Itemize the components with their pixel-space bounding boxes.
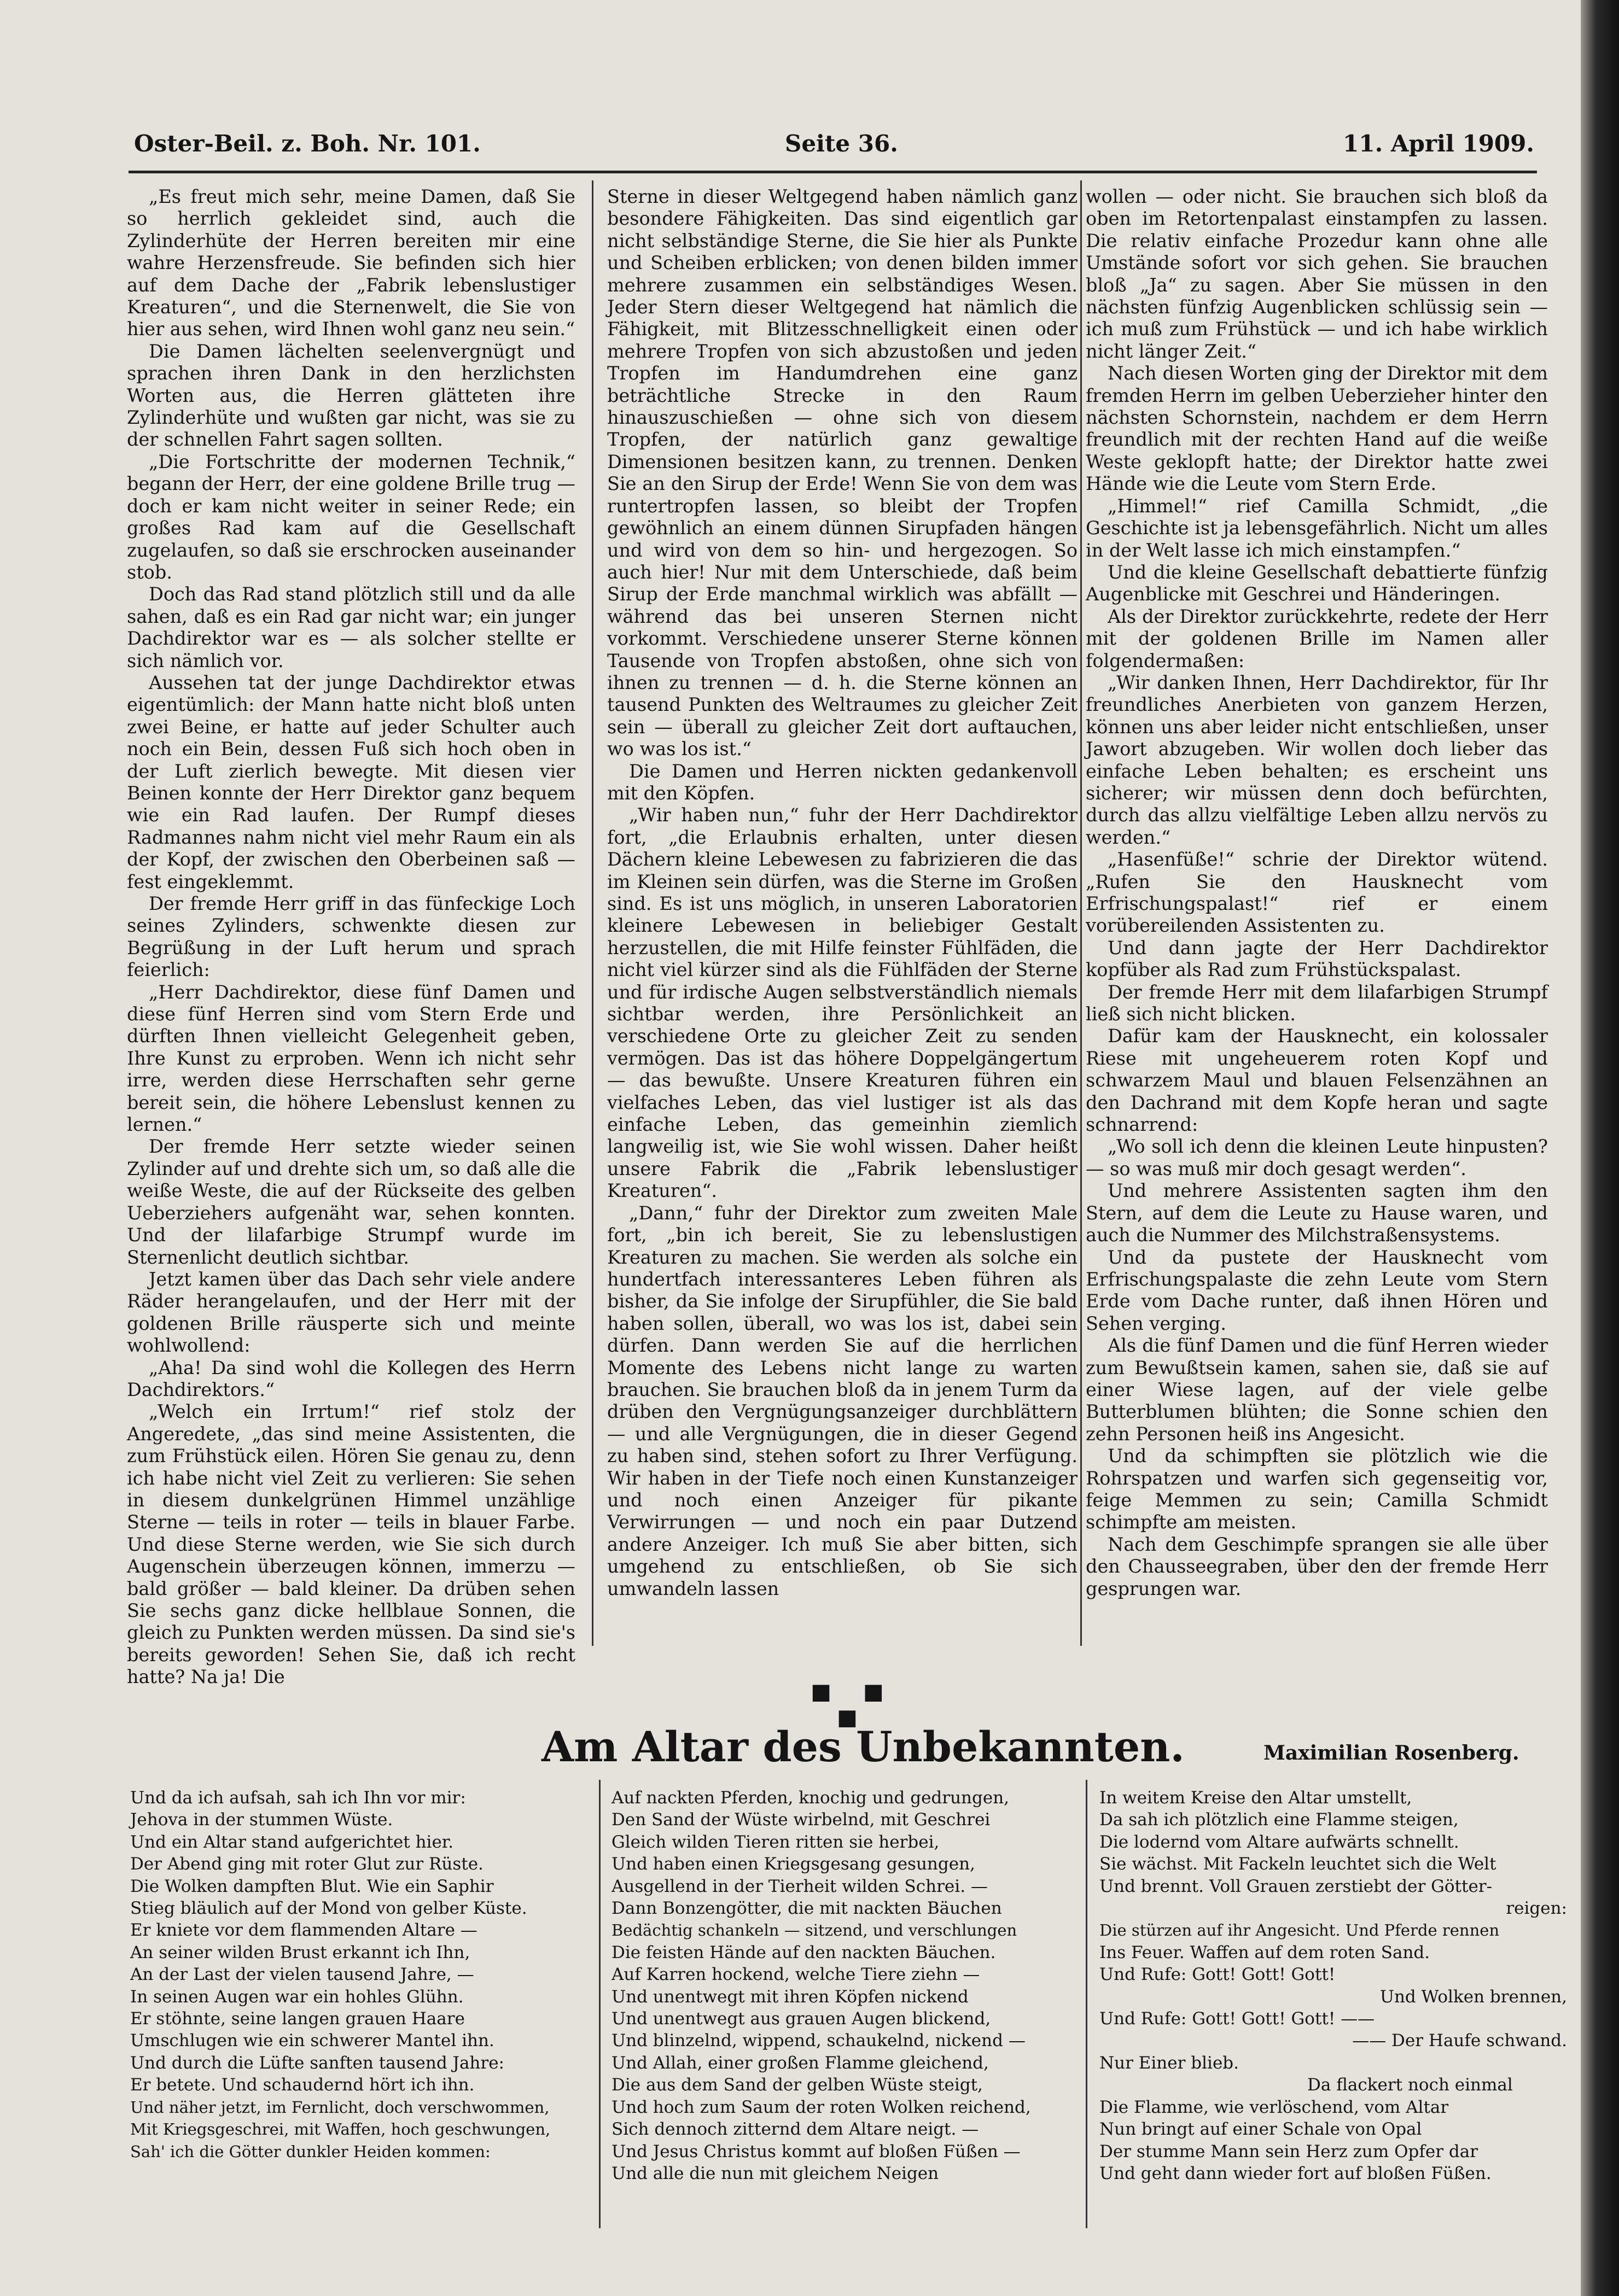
poem-line: Umschlugen wie ein schwerer Mantel ihn.	[130, 2031, 494, 2051]
poem-line: Und geht dann wieder fort auf bloßen Füßen.	[1099, 2163, 1492, 2183]
poem-line: Er kniete vor dem flammenden Altare —	[130, 1920, 477, 1941]
poem-line: Und unentwegt aus grauen Augen blickend,	[612, 2009, 991, 2029]
poem-line: Die Wolken dampften Blut. Wie ein Saphir	[130, 1876, 494, 1896]
paragraph: „Herr Dachdirektor, diese fünf Damen und diese fünf Herren sind vom Stern Erde und dürften Ihnen vielleicht Gelegenheit geben, Ihre Kunst zu erproben. Wenn ich nicht sehr irre, werden diese Herrschaften sehr gerne bereit sein, die höhere Lebenslust kennen zu lernen.“	[127, 981, 575, 1136]
paragraph: Aussehen tat der junge Dachdirektor etwas eigentümlich: der Mann hatte nicht bloß unten zwei Beine, er hatte auf jeder Schulter auch noch ein Bein, dessen Fuß sich hoch oben in der Luft zierlich bewegte. Mit diesen vier Beinen konnte der Herr Direktor ganz bequem wie ein Rad laufen. Der Rumpf dieses Radmannes nahm nicht viel mehr Raum ein als der Kopf, der zwischen den Oberbeinen saß — fest eingeklemmt.	[127, 671, 575, 892]
column-divider	[599, 1780, 601, 2228]
poem-line: Und Rufe: Gott! Gott! Gott!	[1099, 1965, 1336, 1985]
paragraph: „Dann,“ fuhr der Direktor zum zweiten Male fort, „bin ich bereit, Sie zu lebenslustigen Kreaturen zu machen. Sie werden als solche ein hundertfach interessanteres Leben führen als bisher, da Sie infolge der Sirupfühler, die Sie bald haben sollen, überall, wo was los ist, dabei sein dürfen. Dann werden Sie auf die herrlichen Momente des Lebens nicht lange zu warten brauchen. Sie brauchen bloß da in jenem Turm da drüben den Vergnügungsanzeiger durchblättern — und alle Vergnügungen, die in dieser Gegend zu haben sind, stehen sofort zu Ihrer Verfügung. Wir haben in der Tiefe noch einen Kunstanzeiger und noch einen Anzeiger für pikante Verwirrungen — und noch ein paar Dutzend andere Anzeiger. Ich muß Sie aber bitten, sich umgehend zu entschließen, ob Sie sich umwandeln lassen	[607, 1202, 1078, 1599]
poem-line: Und durch die Lüfte sanften tausend Jahre:	[130, 2053, 504, 2073]
poem-line: Sah' ich die Götter dunkler Heiden kommen:	[130, 2142, 491, 2161]
paragraph: Nach diesen Worten ging der Direktor mit dem fremden Herrn im gelben Ueberzieher hinter den nächsten Schornstein, nachdem er dem Herrn freundlich mit der rechten Hand auf die weiße Weste geklopft hatte; der Direktor hatte zwei Hände wie die Leute vom Stern Erde.	[1086, 363, 1548, 495]
paragraph: „Wir haben nun,“ fuhr der Herr Dachdirektor fort, „die Erlaubnis erhalten, unter diesen Dächern kleine Lebewesen zu fabrizieren die das im Kleinen sein dürfen, was die Sterne im Großen sind. Es ist uns möglich, in unseren Laboratorien kleinere Lebewesen in beliebiger Gestalt herzustellen, die mit Hilfe feinster Fühlfäden, die nicht viel kürzer sind als die Fühlfäden der Sterne und für irdische Augen selbstverständlich niemals sichtbar werden, ihre Persönlichkeit an verschiedene Orte zu gleicher Zeit zu senden vermögen. Das ist das höhere Doppelgängertum — das bewußte. Unsere Kreaturen führen ein vielfaches Leben, das viel lustiger ist als das einfache Leben, das gemeinhin ziemlich langweilig ist, wie Sie wohl wissen. Daher heißt unsere Fabrik die „Fabrik lebenslustiger Kreaturen“.	[607, 804, 1078, 1202]
poem-line: Ausgellend in der Tierheit wilden Schrei. —	[612, 1876, 988, 1896]
story-column-3	[1086, 186, 1548, 1662]
poem-line: Auf nackten Pferden, knochig und gedrungen,	[612, 1788, 1010, 1808]
poem-line: Sie wächst. Mit Fackeln leuchtet sich die Welt	[1099, 1854, 1496, 1874]
poem-line: Bedächtig schankeln — sitzend, und verschlungen	[612, 1921, 1017, 1940]
poem-line: Und haben einen Kriegsgesang gesungen,	[612, 1854, 975, 1874]
paragraph: Als die fünf Damen und die fünf Herren wieder zum Bewußtsein kamen, sahen sie, daß sie auf einer Wiese lagen, auf der viele gelbe Butterblumen blühten; die Sonne schien den zehn Personen heiß ins Angesicht.	[1086, 1335, 1548, 1445]
paragraph: „Wir danken Ihnen, Herr Dachdirektor, für Ihr freundliches Anerbieten von ganzem Herzen, können uns aber leider nicht entschließen, unser Jawort abzugeben. Wir wollen doch lieber das einfache Leben behalten; es erscheint uns sicherer; wir müssen denn doch befürchten, durch das allzu vielfältige Leben allzu nervös zu werden.“	[1086, 671, 1548, 848]
story-column-2	[607, 186, 1078, 1662]
poem-line: Und da ich aufsah, sah ich Ihn vor mir:	[130, 1788, 466, 1808]
header-rule	[129, 171, 1537, 173]
paragraph: Jetzt kamen über das Dach sehr viele andere Räder herangelaufen, und der Herr mit der goldenen Brille räusperte sich und meinte wohlwollend:	[127, 1268, 575, 1357]
poem-line: Nur Einer blieb.	[1099, 2053, 1239, 2073]
poem-line: Nun bringt auf einer Schale von Opal	[1099, 2119, 1422, 2140]
paragraph: „Welch ein Irrtum!“ rief stolz der Angeredete, „das sind meine Assistenten, die zum Frühstück eilen. Hören Sie genau zu, denn ich habe nicht viel Zeit zu verlieren: Sie sehen in diesem dunkelgrünen Himmel unzählige Sterne — teils in roter — teils in blauer Farbe. Und diese Sterne werden, wie Sie sich durch Augenschein überzeugen können, immerzu — bald größer — bald kleiner. Da drüben sehen Sie sechs ganz dicke hellblaue Sonnen, die gleich zu Punkten werden müssen. Da sind sie's bereits geworden! Sehen Sie, daß ich recht hatte? Na ja! Die	[127, 1401, 575, 1688]
column-divider	[1080, 180, 1082, 1646]
paragraph: „Die Fortschritte der modernen Technik,“ begann der Herr, der eine goldene Brille trug — doch er kam nicht weiter in seiner Rede; ein großes Rad kam auf die Gesellschaft zugelaufen, so daß sie erschrocken auseinander stob.	[127, 451, 575, 583]
poem-line: Und hoch zum Saum der roten Wolken reichend,	[612, 2097, 1031, 2117]
story-column-1	[127, 186, 575, 1688]
poem-author: Maximilian Rosenberg.	[1263, 1742, 1519, 1765]
poem-title: Am Altar des Unbekannten.	[541, 1722, 1185, 1771]
poem-line: Die aus dem Sand der gelben Wüste steigt,	[612, 2075, 983, 2095]
page-number: Seite 36.	[785, 130, 898, 157]
scan-border	[1581, 0, 1619, 2296]
issue-date: 11. April 1909.	[1343, 130, 1534, 157]
poem-column-1	[130, 1787, 595, 2257]
poem-line: Auf Karren hockend, welche Tiere ziehn —	[612, 1965, 980, 1985]
poem-line: Den Sand der Wüste wirbelnd, mit Geschrei	[612, 1810, 991, 1830]
paragraph: Und da schimpften sie plötzlich wie die Rohrspatzen und warfen sich gegenseitig vor, feige Memmen zu sein; Camilla Schmidt schimpfte am meisten.	[1086, 1445, 1548, 1533]
poem-line: Und brennt. Voll Grauen zerstiebt der Götter-	[1099, 1876, 1493, 1896]
poem-line: An seiner wilden Brust erkannt ich Ihn,	[130, 1942, 470, 1962]
poem-column-3	[1099, 1787, 1567, 2257]
column-divider	[592, 180, 593, 1646]
column-divider	[1086, 1780, 1087, 2228]
poem-line: Der Abend ging mit roter Glut zur Rüste.	[130, 1854, 484, 1874]
page-header	[134, 130, 1534, 163]
paragraph: „Aha! Da sind wohl die Kollegen des Herrn Dachdirektors.“	[127, 1357, 575, 1400]
poem-line: Der stumme Mann sein Herz zum Opfer dar	[1099, 2141, 1478, 2161]
poem-line: Da sah ich plötzlich eine Flamme steigen,	[1099, 1810, 1459, 1830]
poem-line: Stieg bläulich auf der Mond von gelber Küste.	[130, 1898, 527, 1919]
paragraph: Die Damen und Herren nickten gedankenvoll mit den Köpfen.	[607, 760, 1078, 804]
poem-line: —— Der Haufe schwand.	[1352, 2031, 1567, 2051]
poem-line: Und unentwegt mit ihren Köpfen nickend	[612, 1987, 969, 2007]
paragraph: „Himmel!“ rief Camilla Schmidt, „die Geschichte ist ja lebensgefährlich. Nicht um alles in der Welt lasse ich mich einstampfen.“	[1086, 495, 1548, 561]
poem-line: Da flackert noch einmal	[1307, 2075, 1513, 2095]
paragraph: Die Damen lächelten seelenvergnügt und sprachen ihren Dank in den herzlichsten Worten aus, die Herren glätteten ihre Zylinderhüte und wußten gar nicht, was sie zu der schnellen Fahrt sagen sollten.	[127, 340, 575, 451]
paragraph: Und da pustete der Hausknecht vom Erfrischungspalaste die zehn Leute vom Stern Erde vom Dache runter, daß ihnen Hören und Sehen verging.	[1086, 1246, 1548, 1334]
paragraph: „Es freut mich sehr, meine Damen, daß Sie so herrlich gekleidet sind, auch die Zylinderhüte der Herren bereiten mir eine wahre Herzensfreude. Sie befinden sich hier auf dem Dache der „Fabrik lebenslustiger Kreaturen“, und die Sternenwelt, die Sie von hier aus sehen, wird Ihnen wohl ganz neu sein.“	[127, 186, 575, 340]
poem-line: Und ein Altar stand aufgerichtet hier.	[130, 1832, 454, 1852]
poem-line: Die Flamme, wie verlöschend, vom Altar	[1099, 2097, 1449, 2117]
poem-line: Und Wolken brennen,	[1379, 1987, 1567, 2007]
poem-line: Er betete. Und schaudernd hört ich ihn.	[130, 2075, 475, 2095]
poem-line: Er stöhnte, seine langen grauen Haare	[130, 2009, 465, 2029]
issue-label: Oster-Beil. z. Boh. Nr. 101.	[134, 130, 481, 157]
paragraph: Als der Direktor zurückkehrte, redete der Herr mit der goldenen Brille im Namen aller folgendermaßen:	[1086, 605, 1548, 671]
poem-line: Ins Feuer. Waffen auf dem roten Sand.	[1099, 1942, 1430, 1962]
poem-line: Sich dennoch zitternd dem Altare neigt. —	[612, 2119, 979, 2140]
paragraph: Und die kleine Gesellschaft debattierte fünfzig Augenblicke mit Geschrei und Händeringen.	[1086, 561, 1548, 605]
poem-column-2	[612, 1787, 1082, 2257]
poem-line: Dann Bonzengötter, die mit nackten Bäuchen	[612, 1898, 1002, 1919]
paragraph: Doch das Rad stand plötzlich still und da alle sahen, daß es ein Rad gar nicht war; ein junger Dachdirektor war es — als solcher stellte er sich nämlich vor.	[127, 583, 575, 671]
paragraph: Und dann jagte der Herr Dachdirektor kopfüber als Rad zum Frühstückspalast.	[1086, 937, 1548, 981]
poem-line: Und Allah, einer großen Flamme gleichend,	[612, 2053, 989, 2073]
poem-line: Und Rufe: Gott! Gott! Gott! ——	[1099, 2009, 1375, 2029]
poem-line: Gleich wilden Tieren ritten sie herbei,	[612, 1832, 940, 1852]
poem-line: Die lodernd vom Altare aufwärts schnellt.	[1099, 1832, 1459, 1852]
paragraph: „Hasenfüße!“ schrie der Direktor wütend. „Rufen Sie den Hausknecht vom Erfrischungspalast!“ rief er einem vorübereilenden Assistenten zu.	[1086, 849, 1548, 937]
poem-line: An der Last der vielen tausend Jahre, —	[130, 1965, 474, 1985]
poem-line: Die feisten Hände auf den nackten Bäuchen.	[612, 1942, 996, 1962]
poem-line: Und Jesus Christus kommt auf bloßen Füßen —	[612, 2141, 1021, 2161]
paragraph: wollen — oder nicht. Sie brauchen sich bloß da oben im Retortenpalast einstampfen zu lassen. Die relativ einfache Prozedur kann ohne alle Umstände sofort vor sich gehen. Sie brauchen bloß „Ja“ zu sagen. Aber Sie müssen in den nächsten fünfzig Augenblicken schlüssig sein — ich muß zum Frühstück — und ich habe wirklich nicht länger Zeit.“	[1086, 186, 1548, 362]
paragraph: Sterne in dieser Weltgegend haben nämlich ganz besondere Fähigkeiten. Das sind eigentlich gar nicht selbständige Sterne, die Sie hier als Punkte und Scheiben erblicken; von denen bilden immer mehrere zusammen ein selbständiges Wesen. Jeder Stern dieser Weltgegend hat nämlich die Fähigkeit, mit Blitzesschnelligkeit einen oder mehrere Tropfen von sich abzustoßen und jeden Tropfen im Handumdrehen eine ganz beträchtliche Strecke in den Raum hinauszuschießen — ohne sich von diesem Tropfen, der natürlich ganz gewaltige Dimensionen besitzen kann, zu trennen. Denken Sie an den Sirup der Erde! Wenn Sie von dem was runtertropfen lassen, so bleibt der Tropfen gewöhnlich an einem dünnen Sirupfaden hängen und wird von dem so hin- und hergezogen. So auch hier! Nur mit dem Unterschiede, daß beim Sirup der Erde manchmal wirklich was abfällt — während das bei unseren Sternen nicht vorkommt. Verschiedene unserer Sterne können Tausende von Tropfen abstoßen, ohne sich von ihnen zu trennen — d. h. die Sterne können an tausend Punkten des Weltraumes zu gleicher Zeit sein — überall zu gleicher Zeit dort auftauchen, wo was los ist.“	[607, 186, 1078, 760]
poem-line: Jehova in der stummen Wüste.	[130, 1810, 393, 1830]
paragraph: Dafür kam der Hausknecht, ein kolossaler Riese mit ungeheuerem roten Kopf und schwarzem Maul und blauen Felsenzähnen an den Dachrand mit dem Kopfe heran und sagte schnarrend:	[1086, 1025, 1548, 1136]
poem-line: Die stürzen auf ihr Angesicht. Und Pferde rennen	[1099, 1921, 1500, 1940]
paragraph: Der fremde Herr mit dem lilafarbigen Strumpf ließ sich nicht blicken.	[1086, 981, 1548, 1025]
poem-line: Und näher jetzt, im Fernlicht, doch verschwommen,	[130, 2098, 550, 2117]
poem-line: In weitem Kreise den Altar umstellt,	[1099, 1788, 1412, 1808]
paragraph: Und mehrere Assistenten sagten ihm den Stern, auf dem die Leute zu Hause waren, und auch die Nummer des Milchstraßensystems.	[1086, 1180, 1548, 1246]
poem-line: Mit Kriegsgeschrei, mit Waffen, hoch geschwungen,	[130, 2120, 551, 2139]
poem-line: In seinen Augen war ein hohles Glühn.	[130, 1987, 464, 2007]
paragraph: „Wo soll ich denn die kleinen Leute hinpusten? — so was muß mir doch gesagt werden“.	[1086, 1136, 1548, 1179]
poem-line: reigen:	[1506, 1898, 1567, 1919]
paragraph: Der fremde Herr setzte wieder seinen Zylinder auf und drehte sich um, so daß alle die weiße Weste, die auf der Rückseite des gelben Ueberziehers aufgenäht war, sehen konnten. Und der lilafarbige Strumpf wurde im Sternenlicht deutlich sichtbar.	[127, 1136, 575, 1268]
paragraph: Nach dem Geschimpfe sprangen sie alle über den Chausseegraben, über den der fremde Herr gesprungen war.	[1086, 1533, 1548, 1599]
poem-line: Und blinzelnd, wippend, schaukelnd, nickend —	[612, 2031, 1026, 2051]
section-separator: ■ ■ ■	[811, 1679, 896, 1730]
poem-line: Und alle die nun mit gleichem Neigen	[612, 2163, 939, 2183]
paragraph: Der fremde Herr griff in das fünfeckige Loch seines Zylinders, schwenkte diesen zur Begrüßung in der Luft herum und sprach feierlich:	[127, 893, 575, 981]
